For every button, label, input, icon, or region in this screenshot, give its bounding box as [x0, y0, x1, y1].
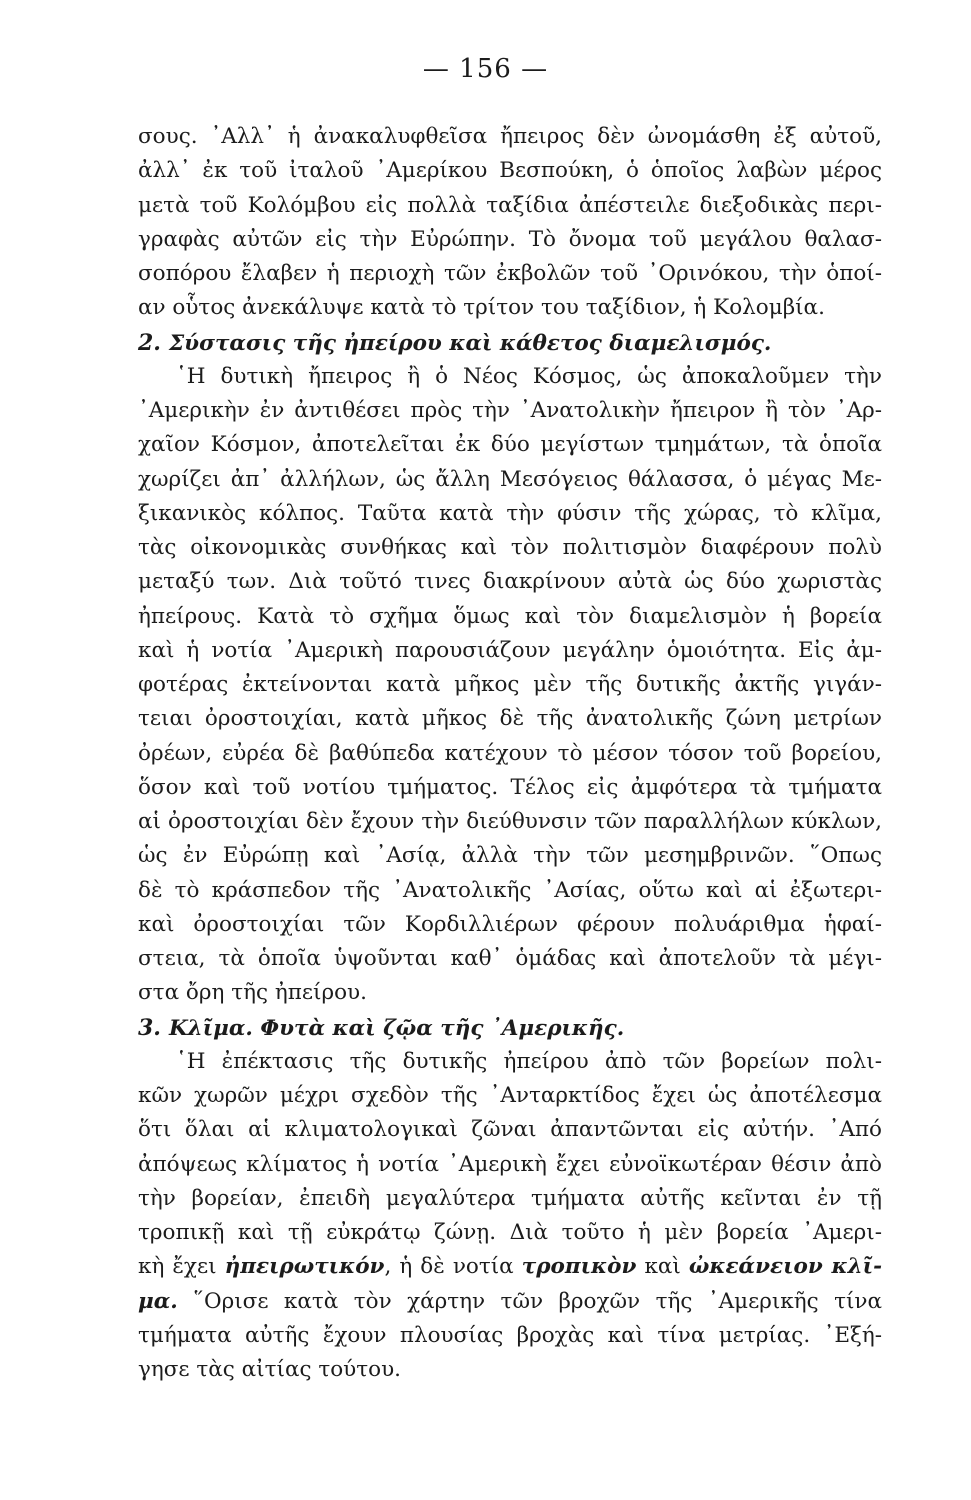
page-number: — 156 — — [422, 54, 549, 84]
text-line: στα ὄρη τῆς ἠπείρου. — [138, 980, 367, 1006]
text-line: σους. ᾿Αλλ᾿ ἡ ἀνακαλυφθεῖσα ἤπειρος δὲν ὠνομάσθη ἐξ αὐτοῦ, — [138, 124, 882, 149]
text-line: καὶ ἡ νοτία ᾿Αμερικὴ παρουσιάζουν μεγάλην ὁμοιότητα. Εἰς ἀμ- — [138, 637, 882, 663]
text-line: χαῖον Κόσμον, ἀποτελεῖται ἐκ δύο μεγίστων τμημάτων, τὰ ὁποῖα — [138, 432, 882, 458]
paragraph-continuation — [138, 120, 882, 326]
text-line: χωρίζει ἀπ᾿ ἀλλήλων, ὡς ἄλλη Μεσόγειος θάλασσα, ὁ μέγας Με- — [138, 466, 882, 492]
text-line: ὅτι ὅλαι αἱ κλιματολογικαὶ ζῶναι ἀπαντῶνται εἰς αὐτήν. ᾿Από — [138, 1117, 882, 1143]
text-line: ἠπείρους. Κατὰ τὸ σχῆμα ὅμως καὶ τὸν διαμελισμὸν ἡ βορεία — [138, 603, 882, 629]
text-line: ἀπόψεως κλίματος ἡ νοτία ᾿Αμερικὴ ἔχει εὐνοϊκωτέραν θέσιν ἀπὸ — [138, 1151, 882, 1177]
emphasized-term: μα. — [138, 1288, 178, 1314]
text-line: καὶ ὀροστοιχίαι τῶν Κορδιλλιέρων φέρουν πολυάριθμα ἡφαί- — [138, 911, 882, 937]
page-body — [138, 120, 882, 1387]
text-line: ῾Η ἐπέκτασις τῆς δυτικῆς ἠπείρου ἀπὸ τῶν βορείων πολι- — [176, 1048, 882, 1074]
section-title: Σύστασις τῆς ἠπείρου καὶ κάθετος διαμελισμός. — [168, 330, 772, 356]
text-line: τὰς οἰκονομικὰς συνθήκας καὶ τὸν πολιτισμὸν διαφέρουν πολὺ — [138, 535, 882, 560]
text-run: καὶ — [636, 1254, 689, 1280]
text-line: αἱ ὀροστοιχίαι δὲν ἔχουν τὴν διεύθυνσιν τῶν παραλλήλων κύκλων, — [138, 809, 882, 834]
text-run: ῞Ορισε κατὰ τὸν χάρτην τῶν βροχῶν τῆς ᾿Αμερικῆς τίνα — [177, 1288, 882, 1314]
text-line: στεια, τὰ ὁποῖα ὑψοῦνται καθ᾿ ὁμάδας καὶ ἀποτελοῦν τὰ μέγι- — [138, 946, 882, 971]
text-line: σοπόρου ἔλαβεν ἡ περιοχὴ τῶν ἐκβολῶν τοῦ ᾿Ορινόκου, τὴν ὁποί- — [138, 261, 882, 286]
text-line: μετὰ τοῦ Κολόμβου εἰς πολλὰ ταξίδια ἀπέστειλε διεξοδικὰς περι- — [138, 192, 882, 218]
paragraph-section-2 — [138, 360, 882, 1011]
text-line: μεταξύ των. Διὰ τοῦτό τινες διακρίνουν αὐτὰ ὡς δύο χωριστὰς — [138, 569, 882, 595]
section-number: 3. — [138, 1014, 161, 1041]
text-line: γησε τὰς αἰτίας τούτου. — [138, 1357, 401, 1382]
text-line — [138, 1285, 882, 1319]
emphasized-term: ἠπειρωτικόν — [224, 1254, 385, 1280]
section-number: 2. — [138, 329, 161, 356]
section-heading-3 — [138, 1011, 882, 1045]
text-line: τειαι ὀροστοιχίαι, κατὰ μῆκος δὲ τῆς ἀνατολικῆς ζώνη μετρίων — [138, 706, 882, 732]
emphasized-term: τροπικὸν — [521, 1254, 637, 1280]
paragraph-section-3 — [138, 1045, 882, 1388]
text-run: κὴ ἔχει — [138, 1254, 225, 1280]
text-line: τροπικῇ καὶ τῇ εὐκράτῳ ζώνῃ. Διὰ τοῦτο ἡ μὲν βορεία ᾿Αμερι- — [138, 1220, 882, 1245]
text-line: ξικανικὸς κόλπος. Ταῦτα κατὰ τὴν φύσιν τῆς χώρας, τὸ κλῖμα, — [138, 500, 882, 526]
text-line: ῾Η δυτικὴ ἤπειρος ἢ ὁ Νέος Κόσμος, ὡς ἀποκαλοῦμεν τὴν — [176, 363, 882, 389]
text-line: ᾿Αμερικὴν ἐν ἀντιθέσει πρὸς τὴν ᾿Ανατολικὴν ἤπειρον ἢ τὸν ᾿Αρ- — [138, 398, 882, 423]
text-line: ἀλλ᾿ ἐκ τοῦ ἰταλοῦ ᾿Αμερίκου Βεσπούκη, ὁ ὁποῖος λαβὼν μέρος — [138, 158, 882, 184]
section-title: Κλῖμα. Φυτὰ καὶ ζῷα τῆς ᾿Αμερικῆς. — [168, 1015, 625, 1041]
text-line: ὡς ἐν Εὐρώπῃ καὶ ᾿Ασίᾳ, ἀλλὰ τὴν τῶν μεσημβρινῶν. ῞Οπως — [138, 843, 882, 869]
text-line — [138, 1250, 882, 1284]
text-line: αν οὗτος ἀνεκάλυψε κατὰ τὸ τρίτον του ταξίδιον, ἡ Κολομβία. — [138, 295, 825, 321]
text-line: δὲ τὸ κράσπεδον τῆς ᾿Ανατολικῆς ᾿Ασίας, οὕτω καὶ αἱ ἐξωτερι- — [138, 877, 882, 903]
text-line: ὅσον καὶ τοῦ νοτίου τμήματος. Τέλος εἰς ἀμφότερα τὰ τμήματα — [138, 774, 882, 800]
text-line: φοτέρας ἐκτείνονται κατὰ μῆκος μὲν τῆς δυτικῆς ἀκτῆς γιγάν- — [138, 672, 882, 697]
text-line: ὀρέων, εὐρέα δὲ βαθύπεδα κατέχουν τὸ μέσον τόσον τοῦ βορείου, — [138, 740, 882, 766]
section-heading-2 — [138, 326, 882, 360]
text-line: κῶν χωρῶν μέχρι σχεδὸν τῆς ᾿Ανταρκτίδος ἔχει ὡς ἀποτέλεσμα — [138, 1083, 882, 1108]
text-run: , ἡ δὲ νοτία — [384, 1254, 522, 1280]
emphasized-term: ὠκεάνειον κλῖ- — [688, 1254, 882, 1280]
text-line: τὴν βορείαν, ἐπειδὴ μεγαλύτερα τμήματα αὐτῆς κεῖνται ἐν τῇ — [138, 1185, 882, 1211]
text-line: τμήματα αὐτῆς ἔχουν πλουσίας βροχὰς καὶ τίνα μετρίας. ᾿Εξή- — [138, 1322, 882, 1348]
text-line: γραφὰς αὐτῶν εἰς τὴν Εὐρώπην. Τὸ ὄνομα τοῦ μεγάλου θαλασ- — [138, 226, 882, 252]
